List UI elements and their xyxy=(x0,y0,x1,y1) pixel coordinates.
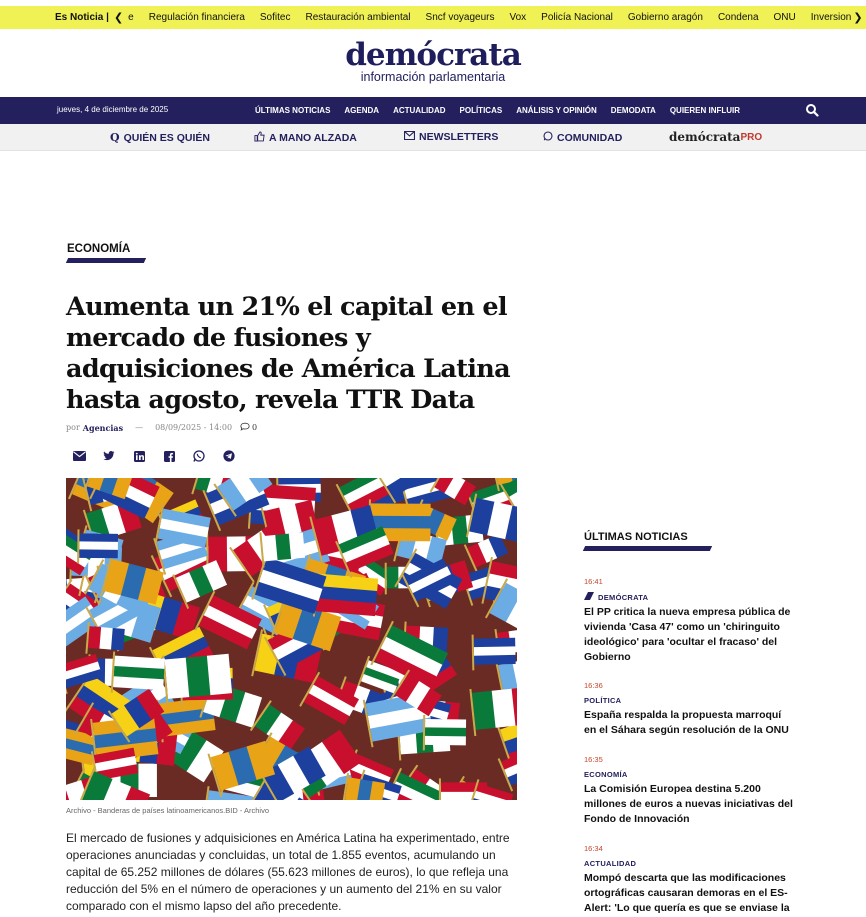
article-author[interactable]: Agencias xyxy=(82,422,124,433)
sidebar-news-item[interactable] xyxy=(584,681,794,738)
sidebar-news-item[interactable] xyxy=(584,844,794,916)
byline-prefix: por xyxy=(66,423,80,432)
trending-item[interactable]: Regulación financiera xyxy=(148,12,245,23)
news-title[interactable]: El PP critica la nueva empresa pública de vivienda 'Casa 47' como un 'chiringuito ideológico' para 'ocultar el fracaso' del Gobierno xyxy=(584,606,791,663)
telegram-share-icon[interactable] xyxy=(222,449,236,463)
nav-link-actualidad[interactable]: ACTUALIDAD xyxy=(393,106,446,115)
subnav-label: NEWSLETTERS xyxy=(419,131,499,143)
subnav-a-mano-alzada[interactable] xyxy=(254,131,357,145)
article-category[interactable]: ECONOMÍA xyxy=(67,243,131,255)
news-time: 16:34 xyxy=(584,844,603,853)
main-nav xyxy=(0,97,866,124)
q-icon: Q xyxy=(110,131,120,144)
comments-link[interactable] xyxy=(240,422,257,433)
sidebar-news-item[interactable] xyxy=(584,755,794,827)
news-tag[interactable]: ACTUALIDAD xyxy=(584,859,637,868)
democrata-flag-icon xyxy=(584,592,594,602)
secondary-nav xyxy=(0,124,866,151)
search-icon[interactable] xyxy=(805,103,819,117)
trending-bar xyxy=(0,6,866,29)
trending-item[interactable]: Vox xyxy=(509,12,527,23)
flags-illustration xyxy=(66,478,517,800)
thumbs-up-icon xyxy=(254,131,265,145)
trending-item[interactable]: Sofitec xyxy=(259,12,291,23)
trending-label: Es Noticia | xyxy=(55,12,109,23)
nav-link-analisis[interactable]: ANÁLISIS Y OPINIÓN xyxy=(516,106,597,115)
current-date: jueves, 4 de diciembre de 2025 xyxy=(57,105,169,114)
logo-tagline: información parlamentaria xyxy=(360,70,506,84)
trending-item[interactable]: Inversion xyxy=(810,12,852,23)
trending-item[interactable]: Restauración ambiental xyxy=(305,12,411,23)
democrata-pro-link[interactable] xyxy=(669,130,762,144)
email-share-icon[interactable] xyxy=(72,449,86,463)
sidebar-title: ÚLTIMAS NOTICIAS xyxy=(584,531,688,543)
news-time: 16:41 xyxy=(584,577,603,586)
comment-count: 0 xyxy=(252,423,258,432)
chevron-left-icon[interactable]: ❮ xyxy=(113,12,124,24)
trending-item[interactable]: e xyxy=(128,12,134,23)
linkedin-share-icon[interactable] xyxy=(132,449,146,463)
nav-link-quieren-influir[interactable]: QUIEREN INFLUIR xyxy=(669,106,741,115)
subnav-comunidad[interactable] xyxy=(543,131,622,144)
envelope-icon xyxy=(404,131,415,143)
share-bar xyxy=(72,449,236,463)
article-headline: Aumenta un 21% el capital en el mercado de fusiones y adquisiciones de América Latina hasta agosto, revela TTR Data xyxy=(66,292,510,415)
article-date: 08/09/2025 - 14:00 xyxy=(155,423,233,432)
trending-item[interactable]: Gobierno aragón xyxy=(627,12,703,23)
subnav-label: COMUNIDAD xyxy=(557,131,623,144)
comment-icon xyxy=(240,422,250,433)
nav-link-politicas[interactable]: POLÍTICAS xyxy=(459,106,503,115)
facebook-share-icon[interactable] xyxy=(162,449,176,463)
subnav-quien-es-quien[interactable] xyxy=(110,131,210,144)
trending-items xyxy=(128,12,853,23)
news-title[interactable]: La Comisión Europea destina 5.200 millones de euros a nuevas iniciativas del Fondo de Innovación xyxy=(584,783,793,825)
article-body: El mercado de fusiones y adquisiciones en América Latina ha experimentado, entre operaciones anunciadas y concluidas, un total de 1.855 eventos, acumulando un capital de 65.252 millones de dólares (55.623 millones de euros), lo que refleja una reducción del 5% en el número de operaciones y un aumento del 21% en su valor comparado con el mismo lapso del año precedente. xyxy=(66,831,510,913)
news-tag[interactable]: ECONOMÍA xyxy=(584,770,628,779)
news-tag[interactable] xyxy=(584,592,794,602)
chevron-right-icon[interactable]: ❯ xyxy=(853,12,863,24)
nav-link-demodata[interactable]: DEMODATA xyxy=(610,106,656,115)
category-underline xyxy=(66,258,146,263)
main-nav-links xyxy=(255,106,740,115)
news-title[interactable]: Mompó descarta que las modificaciones ortográficas causaran demoras en el ES-Alert: 'Lo que quería es que se enviase la xyxy=(584,872,790,914)
sidebar-news-item[interactable] xyxy=(584,577,794,665)
article-meta xyxy=(66,422,257,433)
pro-suffix: PRO xyxy=(740,131,763,143)
subnav-label: A MANO ALZADA xyxy=(269,132,357,144)
whatsapp-icon xyxy=(543,131,553,144)
image-caption: Archivo - Banderas de países latinoamericanos.BID - Archivo xyxy=(66,806,270,815)
trending-item[interactable]: ONU xyxy=(773,12,796,23)
site-logo[interactable] xyxy=(0,37,866,84)
logo-wordmark: demócrata xyxy=(345,37,521,73)
news-tag[interactable]: POLÍTICA xyxy=(584,696,622,705)
trending-item[interactable]: Condena xyxy=(717,12,759,23)
trending-item[interactable]: Policía Nacional xyxy=(541,12,613,23)
pro-wordmark: demócrata xyxy=(669,130,741,144)
twitter-share-icon[interactable] xyxy=(102,449,116,463)
news-tag-label: DEMÓCRATA xyxy=(598,592,649,602)
subnav-newsletters[interactable] xyxy=(404,131,498,143)
article-image xyxy=(66,478,517,800)
trending-item[interactable]: Sncf voyageurs xyxy=(425,12,495,23)
nav-link-agenda[interactable]: AGENDA xyxy=(344,106,380,115)
news-time: 16:36 xyxy=(584,681,603,690)
whatsapp-share-icon[interactable] xyxy=(192,449,206,463)
nav-link-ultimas-noticias[interactable]: ÚLTIMAS NOTICIAS xyxy=(255,106,331,115)
news-time: 16:35 xyxy=(584,755,603,764)
subnav-label: QUIÉN ES QUIÉN xyxy=(123,131,210,144)
sidebar-title-underline xyxy=(583,546,712,551)
meta-separator: — xyxy=(135,423,144,432)
news-title[interactable]: España respalda la propuesta marroquí en el Sáhara según resolución de la ONU xyxy=(584,709,789,736)
